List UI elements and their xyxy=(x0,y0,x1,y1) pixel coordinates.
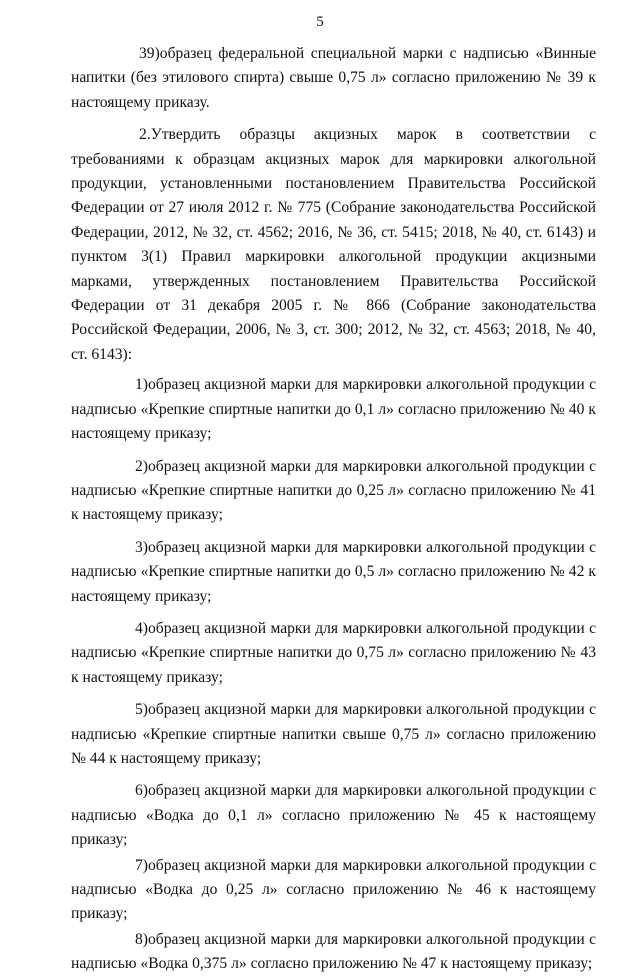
list-item-39 xyxy=(71,42,596,115)
item-text: Утвердить образцы акцизных марок в соответствии с требованиями к образцам акцизных марок для маркировки алкогольной продукции, установленными постановлением Правительства Российской Федерации от 27 июля 2012 г. № 775 (Собрание законодательства Российской Федерации, 2012, № 32, ст. 4562; 2016, № 36, ст. 5415; 2018, № 40, ст. 6143) и пунктом 3(1) Правил маркировки алкогольной продукции акцизными марками, утвержденных постановлением Правительства Российской Федерации от 31 декабря 2005 г. № 866 (Собрание законодательства Российской Федерации, 2006, № 3, ст. 300; 2012, № 32, ст. 4563; 2018, № 40, ст. 6143): xyxy=(71,126,596,363)
list-item-7 xyxy=(71,854,596,927)
list-item-2 xyxy=(71,455,596,528)
item-text: образец акцизной марки для маркировки алкогольной продукции с надписью «Водка до 0,1 л» согласно приложению № 45 к настоящему приказу; xyxy=(71,782,596,849)
list-item-6 xyxy=(71,779,596,852)
list-item-5 xyxy=(71,698,596,771)
list-item-8 xyxy=(71,928,596,977)
item-text: образец акцизной марки для маркировки алкогольной продукции с надписью «Водка 0,375 л» согласно приложению № 47 к настоящему приказу; xyxy=(71,930,596,973)
item-text: образец акцизной марки для маркировки алкогольной продукции с надписью «Крепкие спиртные напитки до 0,5 л» согласно приложению № 42 к настоящему приказу; xyxy=(71,538,596,605)
item-text: образец акцизной марки для маркировки алкогольной продукции с надписью «Крепкие спиртные напитки до 0,1 л» согласно приложению № 40 к настоящему приказу; xyxy=(71,376,596,443)
item-number: 3) xyxy=(135,538,148,556)
list-item-4 xyxy=(71,617,596,690)
item-text: образец акцизной марки для маркировки алкогольной продукции с надписью «Водка до 0,25 л» согласно приложению № 46 к настоящему приказу; xyxy=(71,856,596,923)
item-number: 8) xyxy=(135,930,148,948)
item-text: образец федеральной специальной марки с надписью «Винные напитки (без этилового спирта) свыше 0,75 л» согласно приложению № 39 к настоящему приказу. xyxy=(71,45,596,111)
item-text: образец акцизной марки для маркировки алкогольной продукции с надписью «Крепкие спиртные напитки свыше 0,75 л» согласно приложению № 44 к настоящему приказу; xyxy=(71,701,596,767)
page-number: 5 xyxy=(316,14,324,30)
item-number: 39) xyxy=(139,45,160,62)
item-number: 1) xyxy=(135,376,148,394)
document-body xyxy=(71,42,596,977)
list-item-3 xyxy=(71,536,596,609)
item-number: 6) xyxy=(135,782,148,800)
paragraph-2 xyxy=(71,123,596,367)
item-text: образец акцизной марки для маркировки алкогольной продукции с надписью «Крепкие спиртные напитки до 0,75 л» согласно приложению № 43 к настоящему приказу; xyxy=(71,619,596,686)
list-item-1 xyxy=(71,373,596,446)
item-number: 7) xyxy=(135,856,148,874)
item-number: 2. xyxy=(139,126,151,144)
item-number: 2) xyxy=(135,457,148,475)
item-text: образец акцизной марки для маркировки алкогольной продукции с надписью «Крепкие спиртные напитки до 0,25 л» согласно приложению № 41 к настоящему приказу; xyxy=(71,457,596,524)
item-number: 4) xyxy=(135,619,148,637)
item-number: 5) xyxy=(135,701,148,719)
